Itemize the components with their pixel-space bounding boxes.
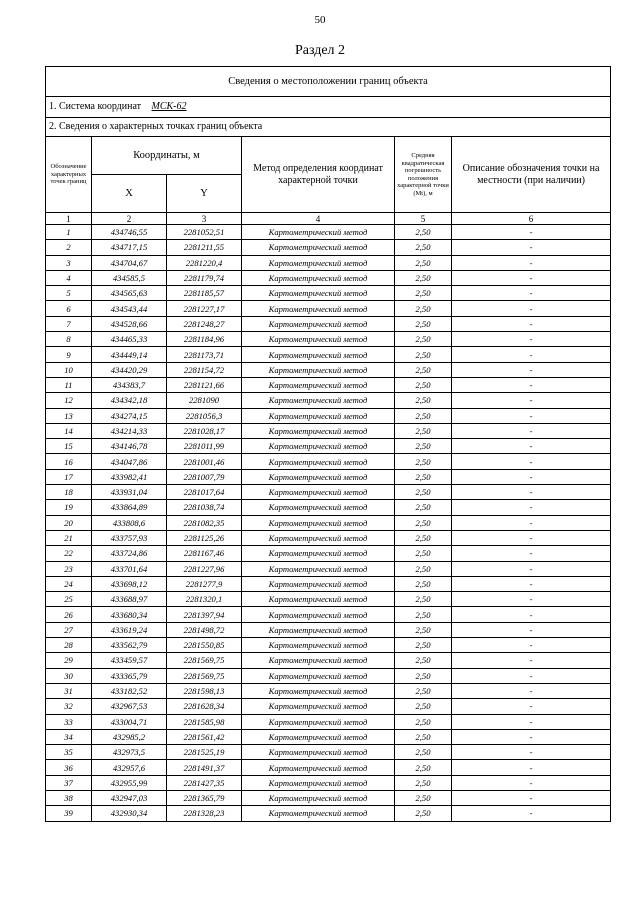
method: Картометрический метод <box>242 423 395 438</box>
coord-x: 433724,86 <box>92 546 167 561</box>
col-x-header: X <box>92 175 167 213</box>
method: Картометрический метод <box>242 607 395 622</box>
description: - <box>452 638 611 653</box>
point-id: 35 <box>46 745 92 760</box>
table-row <box>46 362 611 377</box>
description: - <box>452 745 611 760</box>
error-value: 2,50 <box>395 515 452 530</box>
page-number: 50 <box>314 14 326 26</box>
table-title: Сведения о местоположении границ объекта <box>46 67 611 97</box>
point-id: 6 <box>46 301 92 316</box>
table-row <box>46 454 611 469</box>
error-value: 2,50 <box>395 362 452 377</box>
col-coords-header: Координаты, м <box>92 137 242 175</box>
table-row <box>46 332 611 347</box>
coord-x: 432955,99 <box>92 775 167 790</box>
coord-y: 2281498,72 <box>167 622 242 637</box>
table-row <box>46 240 611 255</box>
point-id: 4 <box>46 270 92 285</box>
table-row <box>46 607 611 622</box>
point-id: 25 <box>46 592 92 607</box>
error-value: 2,50 <box>395 592 452 607</box>
description: - <box>452 393 611 408</box>
description: - <box>452 760 611 775</box>
error-value: 2,50 <box>395 668 452 683</box>
error-value: 2,50 <box>395 240 452 255</box>
coord-x: 433004,71 <box>92 714 167 729</box>
table-row <box>46 515 611 530</box>
table-row <box>46 393 611 408</box>
table-row <box>46 683 611 698</box>
error-value: 2,50 <box>395 607 452 622</box>
point-id: 34 <box>46 729 92 744</box>
table-row <box>46 653 611 668</box>
table-row <box>46 806 611 821</box>
coord-x: 434465,33 <box>92 332 167 347</box>
coord-y: 2281550,85 <box>167 638 242 653</box>
error-value: 2,50 <box>395 576 452 591</box>
error-value: 2,50 <box>395 408 452 423</box>
coord-y: 2281628,34 <box>167 699 242 714</box>
coord-y: 2281397,94 <box>167 607 242 622</box>
point-id: 18 <box>46 485 92 500</box>
table-row <box>46 347 611 362</box>
coord-y: 2281561,42 <box>167 729 242 744</box>
point-id: 30 <box>46 668 92 683</box>
point-id: 16 <box>46 454 92 469</box>
method: Картометрический метод <box>242 576 395 591</box>
col-number: 2 <box>92 213 167 225</box>
table-row <box>46 530 611 545</box>
method: Картометрический метод <box>242 561 395 576</box>
coord-y: 2281427,35 <box>167 775 242 790</box>
description: - <box>452 255 611 270</box>
coord-x: 433182,52 <box>92 683 167 698</box>
error-value: 2,50 <box>395 500 452 515</box>
table-row <box>46 270 611 285</box>
col-number: 3 <box>167 213 242 225</box>
description: - <box>452 607 611 622</box>
section-title: Раздел 2 <box>294 43 346 58</box>
error-value: 2,50 <box>395 714 452 729</box>
coord-y: 2281179,74 <box>167 270 242 285</box>
method: Картометрический метод <box>242 255 395 270</box>
error-value: 2,50 <box>395 699 452 714</box>
method: Картометрический метод <box>242 332 395 347</box>
col-number: 5 <box>395 213 452 225</box>
col-point-header: Обозначение характерных точек границ <box>46 137 92 213</box>
coord-x: 433931,04 <box>92 485 167 500</box>
description: - <box>452 500 611 515</box>
coord-x: 434420,29 <box>92 362 167 377</box>
coord-y: 2281320,1 <box>167 592 242 607</box>
method: Картометрический метод <box>242 377 395 392</box>
coord-x: 434565,63 <box>92 286 167 301</box>
error-value: 2,50 <box>395 760 452 775</box>
description: - <box>452 683 611 698</box>
error-value: 2,50 <box>395 225 452 240</box>
table-row <box>46 576 611 591</box>
coord-x: 433698,12 <box>92 576 167 591</box>
method: Картометрический метод <box>242 347 395 362</box>
description: - <box>452 714 611 729</box>
description: - <box>452 561 611 576</box>
table-row <box>46 316 611 331</box>
point-id: 7 <box>46 316 92 331</box>
table-row <box>46 423 611 438</box>
description: - <box>452 301 611 316</box>
coord-x: 434717,15 <box>92 240 167 255</box>
description: - <box>452 592 611 607</box>
coord-y: 2281248,27 <box>167 316 242 331</box>
description: - <box>452 225 611 240</box>
point-id: 27 <box>46 622 92 637</box>
coord-x: 432957,6 <box>92 760 167 775</box>
col-number: 4 <box>242 213 395 225</box>
coord-x: 433982,41 <box>92 469 167 484</box>
coord-y: 2281011,99 <box>167 439 242 454</box>
col-error-header: Средняя квадратическая погрешность положения характерной точки (Mt), м <box>395 137 452 213</box>
point-id: 5 <box>46 286 92 301</box>
error-value: 2,50 <box>395 683 452 698</box>
coord-x: 433459,57 <box>92 653 167 668</box>
table-row <box>46 439 611 454</box>
description: - <box>452 408 611 423</box>
point-id: 14 <box>46 423 92 438</box>
coord-x: 433619,24 <box>92 622 167 637</box>
coordinate-system-value: МСК-62 <box>151 101 187 112</box>
method: Картометрический метод <box>242 286 395 301</box>
coord-y: 2281184,96 <box>167 332 242 347</box>
table-row <box>46 714 611 729</box>
method: Картометрический метод <box>242 316 395 331</box>
description: - <box>452 653 611 668</box>
error-value: 2,50 <box>395 775 452 790</box>
coord-x: 434704,67 <box>92 255 167 270</box>
coord-x: 434047,86 <box>92 454 167 469</box>
point-id: 1 <box>46 225 92 240</box>
description: - <box>452 530 611 545</box>
description: - <box>452 668 611 683</box>
table-row <box>46 622 611 637</box>
error-value: 2,50 <box>395 745 452 760</box>
coord-y: 2281173,71 <box>167 347 242 362</box>
coord-y: 2281052,51 <box>167 225 242 240</box>
description: - <box>452 377 611 392</box>
description: - <box>452 240 611 255</box>
point-id: 21 <box>46 530 92 545</box>
table-row <box>46 561 611 576</box>
coord-x: 434146,78 <box>92 439 167 454</box>
error-value: 2,50 <box>395 561 452 576</box>
description: - <box>452 622 611 637</box>
point-id: 20 <box>46 515 92 530</box>
error-value: 2,50 <box>395 423 452 438</box>
coord-y: 2281001,46 <box>167 454 242 469</box>
point-id: 9 <box>46 347 92 362</box>
error-value: 2,50 <box>395 347 452 362</box>
method: Картометрический метод <box>242 408 395 423</box>
table-row <box>46 638 611 653</box>
method: Картометрический метод <box>242 638 395 653</box>
description: - <box>452 316 611 331</box>
point-id: 39 <box>46 806 92 821</box>
coord-y: 2281220,4 <box>167 255 242 270</box>
point-id: 15 <box>46 439 92 454</box>
method: Картометрический метод <box>242 362 395 377</box>
method: Картометрический метод <box>242 653 395 668</box>
coord-x: 434528,66 <box>92 316 167 331</box>
coord-y: 2281125,26 <box>167 530 242 545</box>
method: Картометрический метод <box>242 760 395 775</box>
point-id: 11 <box>46 377 92 392</box>
description: - <box>452 515 611 530</box>
col-number: 1 <box>46 213 92 225</box>
coord-x: 433365,79 <box>92 668 167 683</box>
coord-y: 2281017,64 <box>167 485 242 500</box>
method: Картометрический метод <box>242 225 395 240</box>
table-row <box>46 301 611 316</box>
table-row <box>46 760 611 775</box>
method: Картометрический метод <box>242 485 395 500</box>
description: - <box>452 806 611 821</box>
coord-y: 2281007,79 <box>167 469 242 484</box>
col-method-header: Метод определения координат характерной точки <box>242 137 395 213</box>
point-id: 10 <box>46 362 92 377</box>
table-row <box>46 377 611 392</box>
point-id: 3 <box>46 255 92 270</box>
table-row <box>46 699 611 714</box>
coord-x: 433808,6 <box>92 515 167 530</box>
description: - <box>452 270 611 285</box>
error-value: 2,50 <box>395 638 452 653</box>
coord-x: 432947,03 <box>92 790 167 805</box>
table-row <box>46 408 611 423</box>
table-row <box>46 790 611 805</box>
table-row <box>46 668 611 683</box>
coord-x: 433562,79 <box>92 638 167 653</box>
coordinate-system-row <box>46 97 611 118</box>
table-row <box>46 775 611 790</box>
method: Картометрический метод <box>242 745 395 760</box>
description: - <box>452 423 611 438</box>
coord-y: 2281185,57 <box>167 286 242 301</box>
error-value: 2,50 <box>395 377 452 392</box>
table-row <box>46 546 611 561</box>
point-id: 37 <box>46 775 92 790</box>
point-id: 8 <box>46 332 92 347</box>
point-id: 28 <box>46 638 92 653</box>
description: - <box>452 362 611 377</box>
method: Картометрический метод <box>242 439 395 454</box>
coord-x: 434383,7 <box>92 377 167 392</box>
error-value: 2,50 <box>395 316 452 331</box>
coord-y: 2281211,55 <box>167 240 242 255</box>
description: - <box>452 332 611 347</box>
description: - <box>452 469 611 484</box>
table-row <box>46 485 611 500</box>
method: Картометрический метод <box>242 454 395 469</box>
error-value: 2,50 <box>395 729 452 744</box>
coord-x: 432930,34 <box>92 806 167 821</box>
point-id: 29 <box>46 653 92 668</box>
error-value: 2,50 <box>395 255 452 270</box>
point-id: 17 <box>46 469 92 484</box>
coord-x: 434214,33 <box>92 423 167 438</box>
error-value: 2,50 <box>395 270 452 285</box>
coord-y: 2281167,46 <box>167 546 242 561</box>
description: - <box>452 775 611 790</box>
point-id: 26 <box>46 607 92 622</box>
coord-x: 433701,64 <box>92 561 167 576</box>
point-id: 24 <box>46 576 92 591</box>
coord-y: 2281585,98 <box>167 714 242 729</box>
point-id: 12 <box>46 393 92 408</box>
coord-y: 2281491,37 <box>167 760 242 775</box>
table-row <box>46 500 611 515</box>
point-id: 32 <box>46 699 92 714</box>
coord-y: 2281365,79 <box>167 790 242 805</box>
coord-y: 2281227,96 <box>167 561 242 576</box>
method: Картометрический метод <box>242 790 395 805</box>
coord-y: 2281328,23 <box>167 806 242 821</box>
coord-x: 433864,89 <box>92 500 167 515</box>
error-value: 2,50 <box>395 454 452 469</box>
column-numbers-row <box>46 213 611 225</box>
method: Картометрический метод <box>242 393 395 408</box>
method: Картометрический метод <box>242 729 395 744</box>
coord-x: 434585,5 <box>92 270 167 285</box>
coord-x: 433680,34 <box>92 607 167 622</box>
error-value: 2,50 <box>395 806 452 821</box>
coord-y: 2281227,17 <box>167 301 242 316</box>
error-value: 2,50 <box>395 653 452 668</box>
table-row <box>46 255 611 270</box>
method: Картометрический метод <box>242 515 395 530</box>
method: Картометрический метод <box>242 683 395 698</box>
table-row <box>46 592 611 607</box>
coord-y: 2281569,75 <box>167 653 242 668</box>
coord-x: 433688,97 <box>92 592 167 607</box>
col-number: 6 <box>452 213 611 225</box>
col-desc-header: Описание обозначения точки на местности (при наличии) <box>452 137 611 213</box>
coord-x: 432967,53 <box>92 699 167 714</box>
coord-x: 432973,5 <box>92 745 167 760</box>
point-id: 2 <box>46 240 92 255</box>
point-id: 19 <box>46 500 92 515</box>
description: - <box>452 699 611 714</box>
method: Картометрический метод <box>242 699 395 714</box>
method: Картометрический метод <box>242 592 395 607</box>
point-id: 38 <box>46 790 92 805</box>
method: Картометрический метод <box>242 530 395 545</box>
description: - <box>452 790 611 805</box>
coord-x: 434274,15 <box>92 408 167 423</box>
point-id: 33 <box>46 714 92 729</box>
method: Картометрический метод <box>242 668 395 683</box>
point-id: 22 <box>46 546 92 561</box>
coord-y: 2281569,75 <box>167 668 242 683</box>
description: - <box>452 546 611 561</box>
coord-x: 434746,55 <box>92 225 167 240</box>
method: Картометрический метод <box>242 469 395 484</box>
coord-y: 2281038,74 <box>167 500 242 515</box>
coord-x: 432985,2 <box>92 729 167 744</box>
error-value: 2,50 <box>395 530 452 545</box>
coord-y: 2281121,66 <box>167 377 242 392</box>
method: Картометрический метод <box>242 806 395 821</box>
description: - <box>452 347 611 362</box>
table-row <box>46 286 611 301</box>
error-value: 2,50 <box>395 485 452 500</box>
error-value: 2,50 <box>395 301 452 316</box>
table-row <box>46 225 611 240</box>
method: Картометрический метод <box>242 301 395 316</box>
error-value: 2,50 <box>395 332 452 347</box>
error-value: 2,50 <box>395 393 452 408</box>
method: Картометрический метод <box>242 714 395 729</box>
table-row <box>46 469 611 484</box>
error-value: 2,50 <box>395 286 452 301</box>
coordinate-system-label: 1. Система координат <box>49 101 142 112</box>
description: - <box>452 576 611 591</box>
description: - <box>452 454 611 469</box>
coord-x: 434543,44 <box>92 301 167 316</box>
point-id: 31 <box>46 683 92 698</box>
table-row <box>46 729 611 744</box>
point-id: 36 <box>46 760 92 775</box>
error-value: 2,50 <box>395 790 452 805</box>
error-value: 2,50 <box>395 439 452 454</box>
description: - <box>452 485 611 500</box>
description: - <box>452 729 611 744</box>
coord-x: 434342,18 <box>92 393 167 408</box>
coord-y: 2281598,13 <box>167 683 242 698</box>
method: Картометрический метод <box>242 622 395 637</box>
coord-y: 2281082,35 <box>167 515 242 530</box>
coord-y: 2281056,3 <box>167 408 242 423</box>
col-y-header: Y <box>167 175 242 213</box>
coord-x: 433757,93 <box>92 530 167 545</box>
point-id: 13 <box>46 408 92 423</box>
coord-y: 2281090 <box>167 393 242 408</box>
boundary-points-table <box>45 66 611 822</box>
error-value: 2,50 <box>395 546 452 561</box>
method: Картометрический метод <box>242 270 395 285</box>
description: - <box>452 439 611 454</box>
method: Картометрический метод <box>242 546 395 561</box>
coord-y: 2281277,9 <box>167 576 242 591</box>
description: - <box>452 286 611 301</box>
table-row <box>46 745 611 760</box>
error-value: 2,50 <box>395 469 452 484</box>
error-value: 2,50 <box>395 622 452 637</box>
point-id: 23 <box>46 561 92 576</box>
coord-y: 2281028,17 <box>167 423 242 438</box>
points-section-label: 2. Сведения о характерных точках границ объекта <box>46 118 611 137</box>
method: Картометрический метод <box>242 500 395 515</box>
coord-y: 2281154,72 <box>167 362 242 377</box>
coord-x: 434449,14 <box>92 347 167 362</box>
method: Картометрический метод <box>242 775 395 790</box>
method: Картометрический метод <box>242 240 395 255</box>
coord-y: 2281525,19 <box>167 745 242 760</box>
